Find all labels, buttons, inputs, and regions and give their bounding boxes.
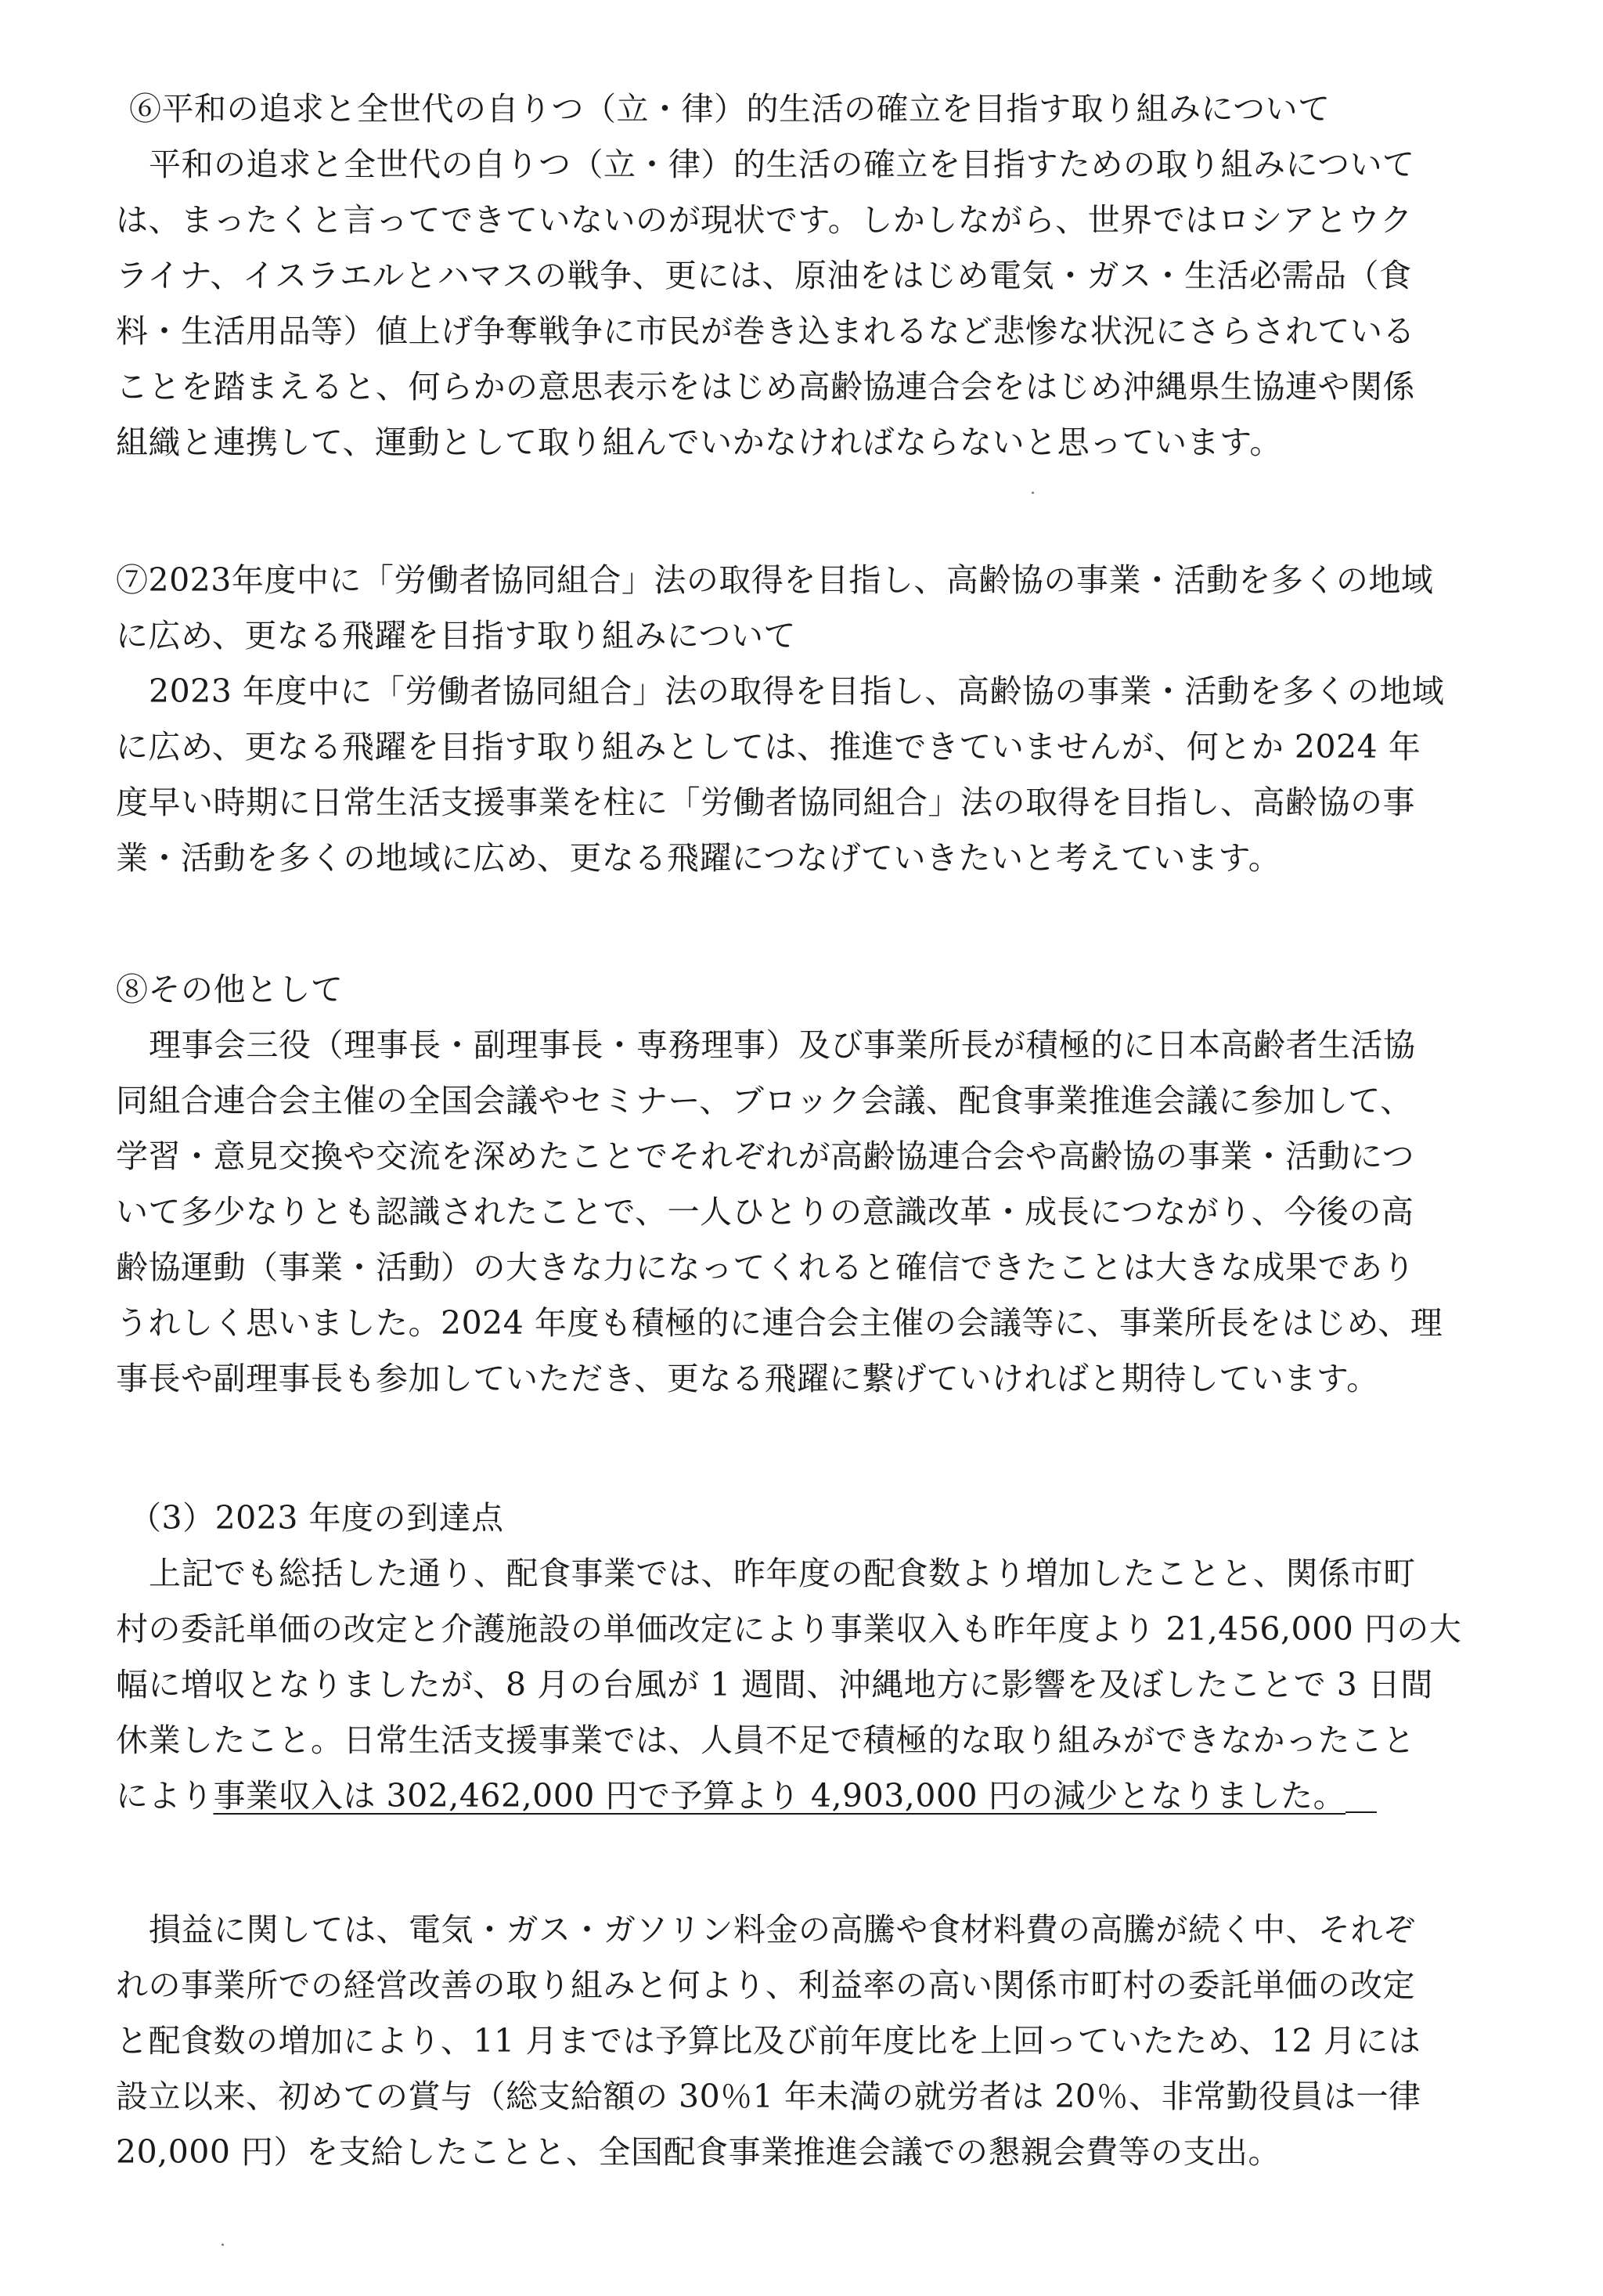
section-6-line-4: 料・生活用品等）値上げ争奪戦争に市民が巻き込まれるなど悲惨な状況にさらされている — [116, 312, 1415, 350]
profit-line-1: 損益に関しては、電気・ガス・ガソリン料金の高騰や食材料費の高騰が続く中、それぞ — [149, 1911, 1416, 1948]
profit-line-2: れの事業所での経営改善の取り組みと何より、利益率の高い関係市町村の委託単価の改定 — [116, 1966, 1415, 2004]
section-3-heading: （3）2023 年度の到達点 — [129, 1499, 504, 1537]
section-3-line-5-prefix: により — [116, 1777, 214, 1815]
section-7-heading-line-1: ⑦2023年度中に「労働者協同組合」法の取得を目指し、高齢協の事業・活動を多くの地域 — [116, 561, 1434, 599]
section-3-line-1: 上記でも総括した通り、配食事業では、昨年度の配食数より増加したことと、関係市町 — [149, 1555, 1416, 1592]
revenue-summary-underlined: 事業収入は 302,462,000 円で予算より 4,903,000 円の減少となりました。 — [213, 1777, 1346, 1815]
section-8-line-1: 理事会三役（理事長・副理事長・専務理事）及び事業所長が積極的に日本高齢者生活協 — [149, 1026, 1416, 1064]
section-8-line-3: 学習・意見交換や交流を深めたことでそれぞれが高齢協連合会や高齢協の事業・活動につ — [116, 1137, 1415, 1175]
section-6-line-2: は、まったくと言ってできていないのが現状です。しかしながら、世界ではロシアとウク — [116, 201, 1413, 239]
section-3-line-2: 村の委託単価の改定と介護施設の単価改定により事業収入も昨年度より 21,456,000 円の大 — [116, 1610, 1462, 1648]
section-3-line-3: 幅に増収となりましたが、8 月の台風が 1 週間、沖縄地方に影響を及ぼしたことで 3 日間 — [116, 1666, 1433, 1703]
section-3-line-5 — [116, 1773, 1377, 1818]
section-6-line-3: ライナ、イスラエルとハマスの戦争、更には、原油をはじめ電気・ガス・生活必需品（食 — [116, 257, 1412, 294]
section-7-line-2: に広め、更なる飛躍を目指す取り組みとしては、推進できていませんが、何とか 2024 年 — [116, 728, 1421, 766]
scan-speck — [1032, 492, 1034, 494]
section-6-heading: ⑥平和の追求と全世代の自りつ（立・律）的生活の確立を目指す取り組みについて — [129, 90, 1331, 128]
underline-tail — [1345, 1811, 1377, 1813]
section-7-line-1: 2023 年度中に「労働者協同組合」法の取得を目指し、高齢協の事業・活動を多くの地域 — [149, 672, 1445, 710]
section-3-line-4: 休業したこと。日常生活支援事業では、人員不足で積極的な取り組みができなかったこと — [116, 1721, 1415, 1759]
section-7-line-4: 業・活動を多くの地域に広め、更なる飛躍につなげていきたいと考えています。 — [116, 839, 1281, 877]
section-8-line-5: 齢協運動（事業・活動）の大きな力になってくれると確信できたことは大きな成果であり — [116, 1249, 1415, 1286]
section-7-heading-line-2: に広め、更なる飛躍を目指す取り組みについて — [116, 617, 797, 654]
section-8-heading: ⑧その他として — [116, 971, 344, 1008]
section-7-line-3: 度早い時期に日常生活支援事業を柱に「労働者協同組合」法の取得を目指し、高齢協の事 — [116, 784, 1415, 821]
section-6-line-1: 平和の追求と全世代の自りつ（立・律）的生活の確立を目指すための取り組みについて — [149, 146, 1415, 183]
profit-line-5: 20,000 円）を支給したことと、全国配食事業推進会議での懇親会費等の支出。 — [116, 2133, 1281, 2171]
section-8-line-7: 事長や副理事長も参加していただき、更なる飛躍に繋げていければと期待しています。 — [116, 1360, 1379, 1397]
section-8-line-4: いて多少なりとも認識されたことで、一人ひとりの意識改革・成長につながり、今後の高 — [116, 1193, 1414, 1231]
scan-speck — [222, 2244, 224, 2246]
profit-line-3: と配食数の増加により、11 月までは予算比及び前年度比を上回っていたため、12 月には — [116, 2022, 1421, 2060]
profit-line-4: 設立以来、初めての賞与（総支給額の 30％1 年未満の就労者は 20％、非常勤役員は一律 — [116, 2078, 1421, 2115]
section-6-line-6: 組織と連携して、運動として取り組んでいかなければならないと思っています。 — [116, 424, 1282, 461]
section-6-line-5: ことを踏まえると、何らかの意思表示をはじめ高齢協連合会をはじめ沖縄県生協連や関係 — [116, 368, 1415, 405]
section-8-line-2: 同組合連合会主催の全国会議やセミナー、ブロック会議、配食事業推進会議に参加して、 — [116, 1082, 1413, 1119]
section-8-line-6: うれしく思いました。2024 年度も積極的に連合会主催の会議等に、事業所長をはじめ、理 — [116, 1304, 1443, 1342]
